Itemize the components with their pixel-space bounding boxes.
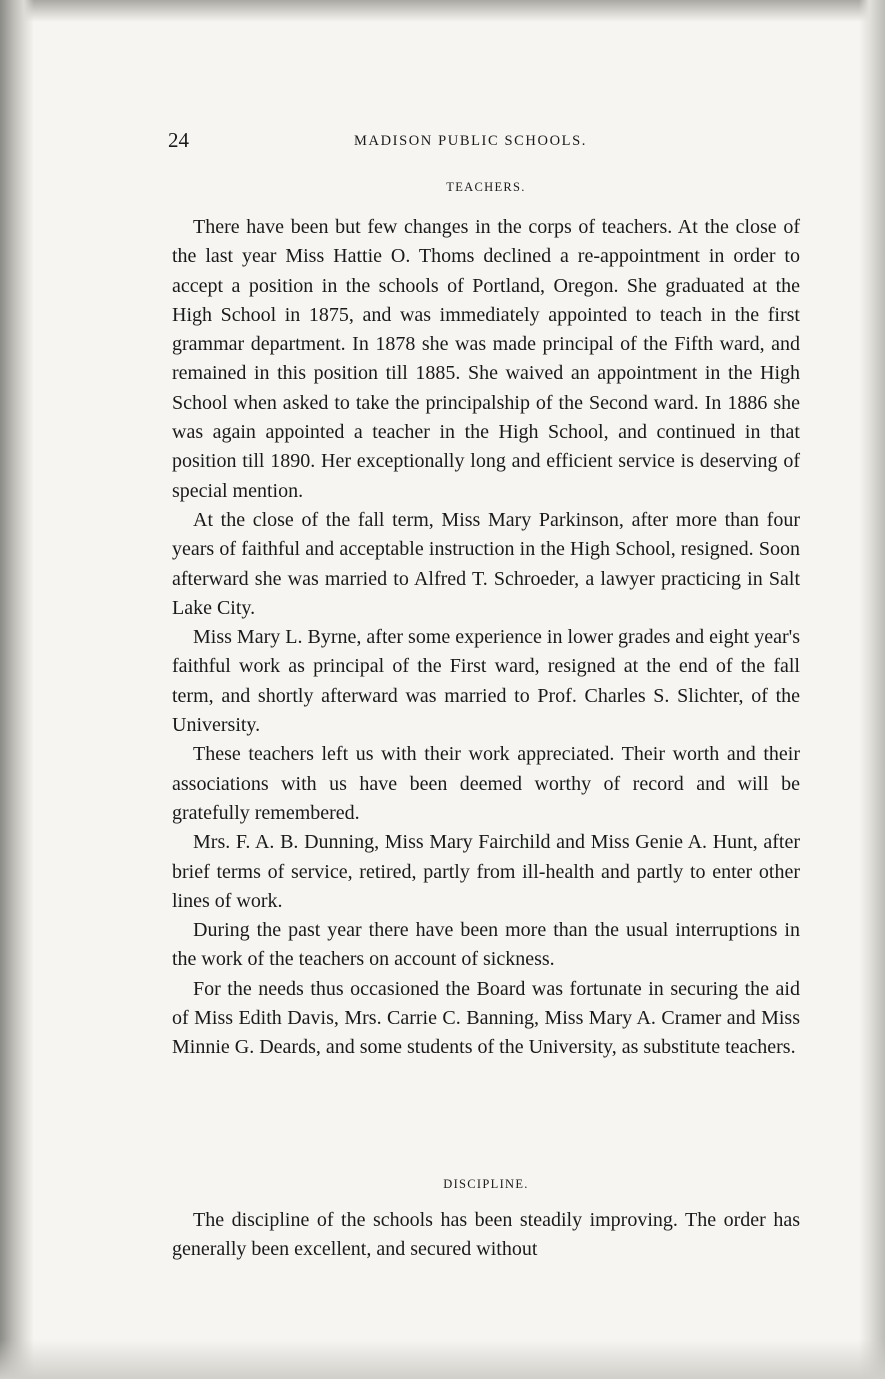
- paragraph: At the close of the fall term, Miss Mary Parkinson, after more than four years of faithful and acceptable instruction in the High School, resigned. Soon afterward she was married to Alfred T. Schroeder, a lawyer practicing in Salt Lake City.: [172, 508, 800, 619]
- teachers-section-body: [172, 213, 800, 1063]
- paragraph: For the needs thus occasioned the Board was fortunate in securing the aid of Miss Edith Davis, Mrs. Carrie C. Banning, Miss Mary A. Cramer and Miss Minnie G. Deards, and some students of the University, as substitute teachers.: [172, 977, 800, 1059]
- paragraph: The discipline of the schools has been steadily improving. The order has generally been excellent, and secured without: [172, 1209, 800, 1261]
- section-heading-discipline: DISCIPLINE.: [443, 1177, 529, 1191]
- scan-edge-bottom: [0, 1339, 885, 1379]
- discipline-section-body: [172, 1206, 800, 1265]
- scan-edge-right: [859, 0, 885, 1379]
- paragraph: Mrs. F. A. B. Dunning, Miss Mary Fairchild and Miss Genie A. Hunt, after brief terms of service, retired, partly from ill-health and partly to enter other lines of work.: [172, 831, 800, 912]
- paragraph: During the past year there have been more than the usual interruptions in the work of the teachers on account of sickness.: [172, 919, 800, 971]
- paragraph: There have been but few changes in the corps of teachers. At the close of the last year Miss Hattie O. Thoms declined a re-appointment in order to accept a position in the schools of Portland, Oregon. She graduated at the High School in 1875, and was immediately appointed to teach in the first grammar department. In 1878 she was made principal of the Fifth ward, and remained in this position till 1885. She waived an appointment in the High School when asked to take the principalship of the Second ward. In 1886 she was again appointed a teacher in the High School, and continued in that position till 1890. Her exceptionally long and efficient service is deserving of special mention.: [172, 216, 800, 502]
- paragraph: Miss Mary L. Byrne, after some experience in lower grades and eight year's faithful work as principal of the First ward, resigned at the end of the fall term, and shortly afterward was married to Prof. Charles S. Slichter, of the University.: [172, 626, 800, 737]
- section-heading-teachers: TEACHERS.: [446, 180, 526, 194]
- scan-edge-top: [0, 0, 885, 22]
- page-header-title: MADISON PUBLIC SCHOOLS.: [354, 133, 587, 149]
- paragraph: These teachers left us with their work appreciated. Their worth and their associations with us have been deemed worthy of record and will be gratefully remembered.: [172, 743, 800, 824]
- scan-edge-left: [0, 0, 34, 1379]
- page-number: 24: [168, 128, 189, 152]
- running-head: [168, 128, 800, 154]
